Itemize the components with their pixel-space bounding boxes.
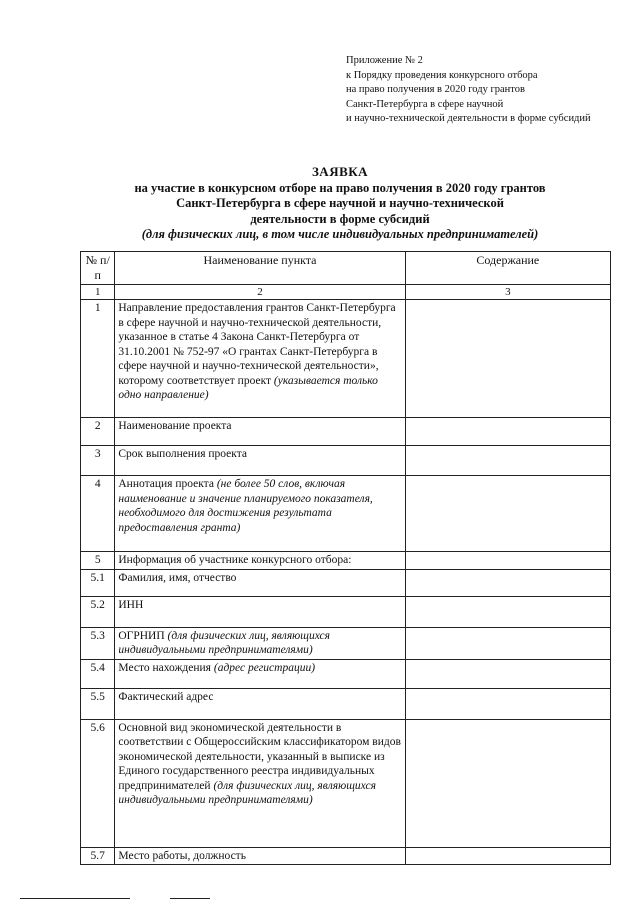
row-number: 4 <box>81 476 115 552</box>
appendix-line: на право получения в 2020 году грантов <box>346 84 525 95</box>
appendix-reference <box>346 54 636 127</box>
appendix-line: Санкт-Петербурга в сфере научной <box>346 98 504 110</box>
row-label <box>115 569 405 596</box>
table-row <box>81 300 611 418</box>
row-label <box>115 627 405 659</box>
row-number: 5 <box>81 552 115 570</box>
row-label-note: (для физических лиц, являющихся индивидуальными предпринимателями) <box>118 629 330 656</box>
index-cell: 3 <box>405 285 610 300</box>
row-number: 5.4 <box>81 659 115 688</box>
title-subtitle: (для физических лиц, в том числе индивидуальных предпринимателей) <box>141 227 539 241</box>
row-number: 5.3 <box>81 627 115 659</box>
application-table <box>80 251 611 865</box>
index-cell: 1 <box>81 285 115 300</box>
row-label-text: ИНН <box>118 598 144 611</box>
row-label-note: (указывается только одно направление) <box>118 374 378 401</box>
header-name: Наименование пункта <box>115 252 405 285</box>
row-label-text: Место работы, должность <box>118 849 246 862</box>
table-row <box>81 476 611 552</box>
row-content-cell[interactable] <box>405 569 610 596</box>
title-line: деятельности в форме субсидий <box>250 211 430 226</box>
row-label-note: (адрес регистрации) <box>213 661 316 674</box>
table-header-row <box>81 252 611 285</box>
row-label-text: Основной вид экономической деятельности в соответствии с Общероссийским классификатором видов экономической деятельности, указанный в выписке из Единого государственного реестра индивидуальных предпринимателей <box>118 721 401 792</box>
header-num: № п/п <box>81 252 115 285</box>
footer-rule <box>20 898 130 899</box>
row-label <box>115 688 405 719</box>
row-label-note: (для физических лиц, являющихся индивидуальными предпринимателями) <box>118 779 376 806</box>
row-label-text: ОГРНИП <box>118 629 165 642</box>
header-content: Содержание <box>405 252 610 285</box>
row-label <box>115 719 405 847</box>
table-row <box>81 659 611 688</box>
row-label <box>115 552 405 570</box>
row-label-note: (не более 50 слов, включая наименование и значение планируемого показателя, необходимого для достижения результата предоставления гранта) <box>118 478 373 534</box>
table-index-row <box>81 285 611 300</box>
title-main: ЗАЯВКА <box>311 164 369 179</box>
row-label <box>115 596 405 627</box>
row-label-text: Место нахождения <box>118 661 211 674</box>
row-label <box>115 476 405 552</box>
row-content-cell[interactable] <box>405 719 610 847</box>
row-label <box>115 418 405 446</box>
table-row <box>81 446 611 476</box>
table-row <box>81 627 611 659</box>
row-label <box>115 847 405 865</box>
row-number: 5.5 <box>81 688 115 719</box>
row-label-text: Направление предоставления грантов Санкт-Петербурга в сфере научной и научно-технической деятельности, указанное в статье 4 Закона Санкт-Петербурга от 31.10.2001 № 752-97 «О грантах Санкт-Петербурга в сфере научной и научно-технической деятельности», которому соответствует проект <box>118 302 396 387</box>
index-cell: 2 <box>115 285 405 300</box>
row-content-cell[interactable] <box>405 300 610 418</box>
row-label <box>115 300 405 418</box>
appendix-line: Приложение № 2 <box>346 55 423 66</box>
table-row <box>81 569 611 596</box>
row-content-cell[interactable] <box>405 596 610 627</box>
document-title <box>90 164 590 243</box>
row-label <box>115 446 405 476</box>
row-content-cell[interactable] <box>405 446 610 476</box>
row-label-text: Фамилия, имя, отчество <box>118 571 237 584</box>
row-number: 5.6 <box>81 719 115 847</box>
appendix-line: и научно-технической деятельности в форме субсидий <box>346 113 591 124</box>
table-row <box>81 596 611 627</box>
table-row <box>81 719 611 847</box>
row-number: 1 <box>81 300 115 418</box>
row-number: 5.2 <box>81 596 115 627</box>
row-content-cell[interactable] <box>405 688 610 719</box>
row-content-cell[interactable] <box>405 847 610 865</box>
title-line: Санкт-Петербурга в сфере научной и научно-технической <box>176 196 504 210</box>
row-content-cell[interactable] <box>405 418 610 446</box>
table-row <box>81 418 611 446</box>
row-number: 5.1 <box>81 569 115 596</box>
appendix-line: к Порядку проведения конкурсного отбора <box>346 69 538 81</box>
row-content-cell[interactable] <box>405 552 610 570</box>
row-content-cell[interactable] <box>405 659 610 688</box>
table-row <box>81 847 611 865</box>
row-label-text: Срок выполнения проекта <box>118 448 247 460</box>
row-label-text: Аннотация проекта <box>118 478 214 490</box>
footer-rule <box>170 898 210 899</box>
table-row <box>81 688 611 719</box>
row-number: 5.7 <box>81 847 115 865</box>
row-content-cell[interactable] <box>405 627 610 659</box>
row-content-cell[interactable] <box>405 476 610 552</box>
row-label-text: Информация об участнике конкурсного отбора: <box>118 554 352 566</box>
table-row <box>81 552 611 570</box>
row-label-text: Наименование проекта <box>118 420 232 432</box>
title-line: на участие в конкурсном отборе на право получения в 2020 году грантов <box>134 180 546 195</box>
row-number: 3 <box>81 446 115 476</box>
row-label-text: Фактический адрес <box>118 690 214 703</box>
row-label <box>115 659 405 688</box>
row-number: 2 <box>81 418 115 446</box>
